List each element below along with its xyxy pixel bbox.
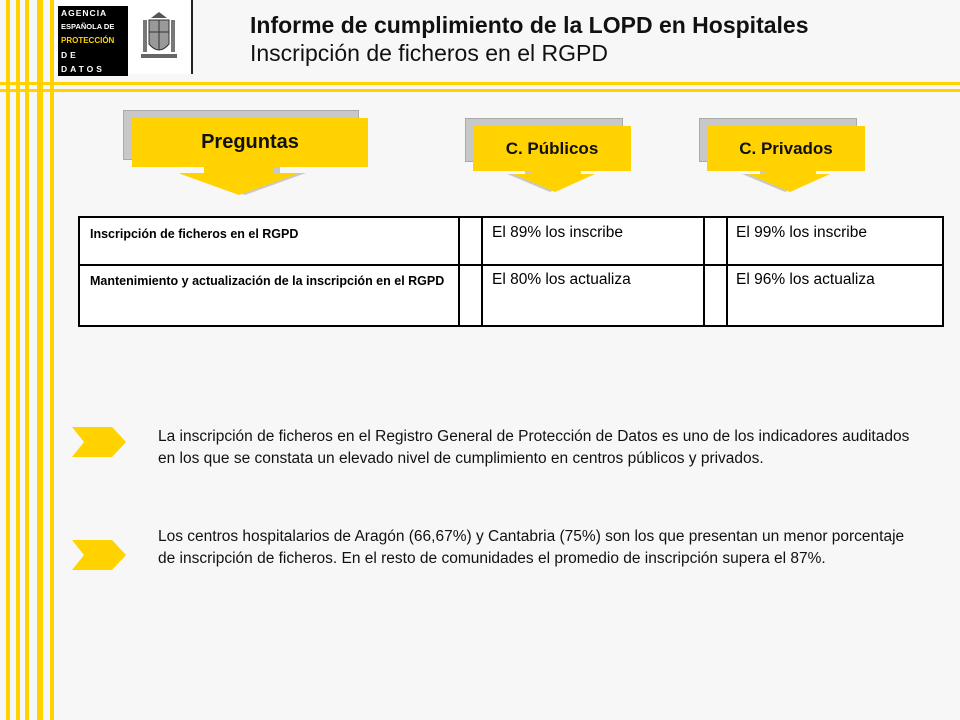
agency-logo — [55, 0, 193, 74]
header-divider — [0, 89, 960, 92]
chevron-bullet-icon — [72, 427, 126, 457]
table-question: Mantenimiento y actualización de la inscripción en el RGPD — [90, 274, 445, 288]
label-preguntas: Preguntas — [132, 118, 368, 167]
table-question: Inscripción de ficheros en el RGPD — [90, 227, 299, 241]
table-divider — [458, 218, 460, 325]
label-publicos: C. Públicos — [473, 126, 631, 171]
table-value-publicos: El 89% los inscribe — [492, 224, 623, 241]
table-divider — [726, 218, 728, 325]
results-table — [78, 216, 944, 327]
header-divider — [0, 82, 960, 85]
table-value-publicos: El 80% los actualiza — [492, 271, 631, 288]
page-subtitle: Inscripción de ficheros en el RGPD — [250, 40, 608, 66]
down-arrow-icon — [505, 168, 595, 192]
logo-line: DE DATOS — [61, 50, 105, 74]
logo-line: PROTECCIÓN — [61, 36, 115, 45]
table-divider — [80, 264, 942, 266]
decorative-stripe — [16, 0, 20, 720]
logo-line: AGENCIA — [61, 8, 108, 18]
down-arrow-icon — [180, 165, 310, 195]
page-title: Informe de cumplimiento de la LOPD en Hospitales — [250, 12, 809, 38]
note-paragraph: La inscripción de ficheros en el Registro General de Protección de Datos es uno de los indicadores auditados en los que se constata un elevado nivel de cumplimiento en centros públicos y privados. — [158, 428, 910, 467]
chevron-bullet-icon — [72, 540, 126, 570]
down-arrow-icon — [740, 168, 830, 192]
decorative-stripe — [6, 0, 10, 720]
table-divider — [481, 218, 483, 325]
note-paragraph: Los centros hospitalarios de Aragón (66,67%) y Cantabria (75%) son los que presentan un menor porcentaje de inscripción de ficheros. En el resto de comunidades el promedio de inscripción supera el 87%. — [158, 528, 905, 567]
table-value-privados: El 99% los inscribe — [736, 224, 867, 241]
decorative-stripe — [37, 0, 43, 720]
label-privados: C. Privados — [707, 126, 865, 171]
logo-wordmark — [58, 6, 128, 76]
coat-of-arms-icon — [139, 10, 179, 64]
decorative-stripe — [25, 0, 29, 720]
table-divider — [703, 218, 705, 325]
decorative-stripe — [50, 0, 54, 720]
table-value-privados: El 96% los actualiza — [736, 271, 875, 288]
logo-line: ESPAÑOLA DE — [61, 22, 115, 31]
